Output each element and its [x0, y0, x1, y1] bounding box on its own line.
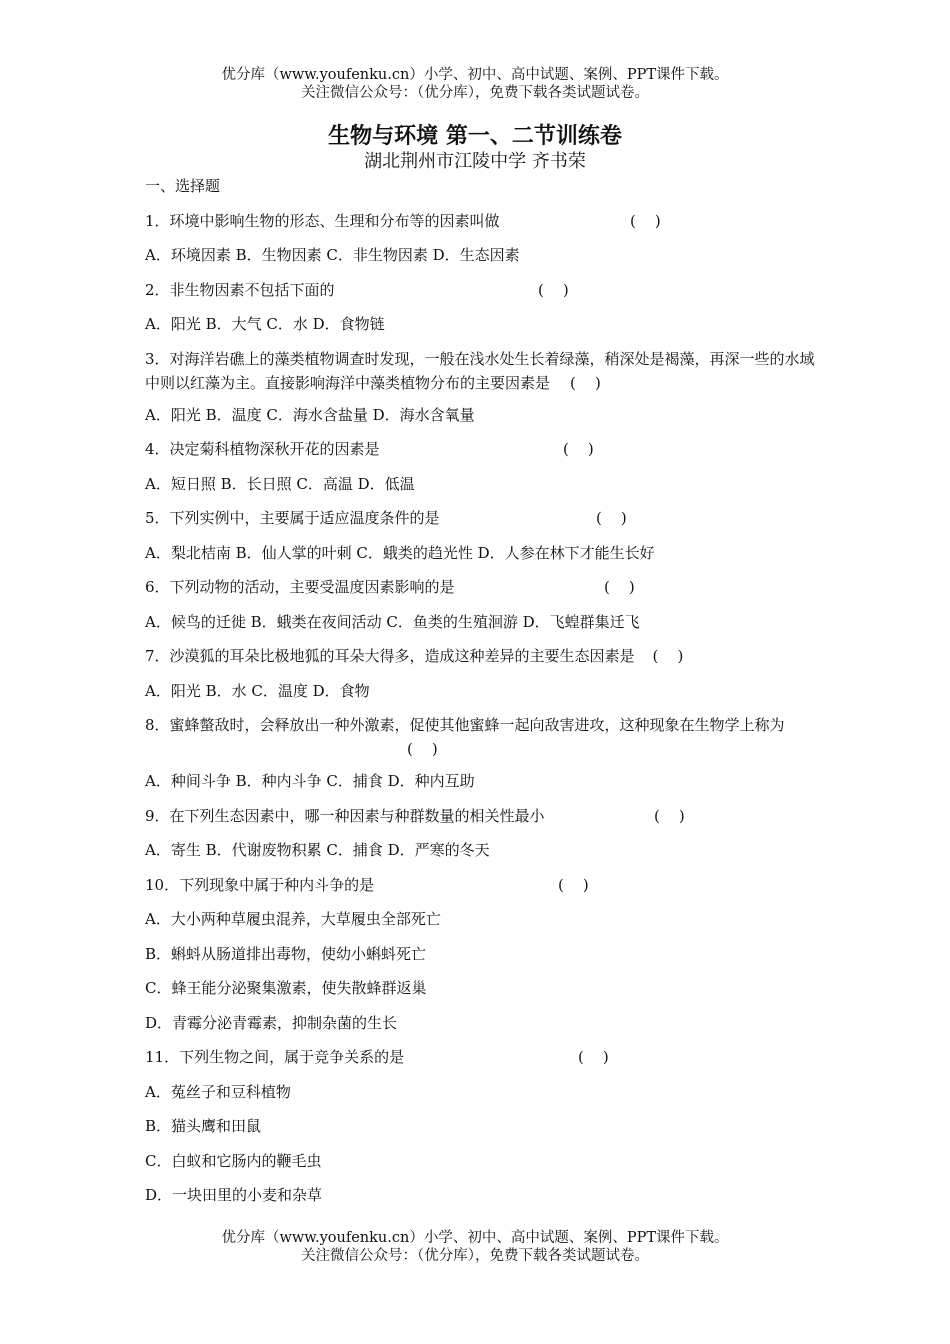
question-8 [145, 713, 815, 771]
question-1 [145, 211, 815, 246]
answer-blank: ( ) [596, 509, 627, 527]
question-6-options: A．候鸟的迁徙 B．蛾类在夜间活动 C．鱼类的生殖洄游 D．飞蝗群集迁飞 [145, 612, 640, 631]
question-4-options: A．短日照 B．长日照 C．高温 D．低温 [145, 474, 415, 493]
question-3 [145, 347, 815, 405]
answer-blank: ( ) [407, 740, 438, 758]
question-11-option-d: D．一块田里的小麦和杂草 [145, 1186, 323, 1204]
question-stem: 5．下列实例中，主要属于适应温度条件的是 [145, 509, 440, 527]
banner-line-1: 优分库（www.youfenku.cn）小学、初中、高中试题、案例、PPT课件下载。 [221, 67, 729, 83]
document-subtitle: 湖北荆州市江陵中学 齐书荣 [364, 151, 586, 172]
question-stem: 2．非生物因素不包括下面的 [145, 280, 335, 299]
question-stem: 8．蜜蜂螫敌时，会释放出一种外激素，促使其他蜜蜂一起向敌害进攻，这种现象在生物学上称为 [145, 716, 785, 734]
answer-blank: ( ) [558, 875, 589, 894]
question-9-options: A．寄生 B．代谢废物积累 C．捕食 D．严寒的冬天 [145, 841, 490, 859]
header-banner [0, 66, 950, 102]
question-11-option-a: A．菟丝子和豆科植物 [145, 1082, 291, 1101]
answer-blank: ( ) [570, 373, 601, 392]
document-title: 生物与环境 第一、二节训练卷 [328, 123, 622, 149]
question-10-option-d: D．青霉分泌青霉素，抑制杂菌的生长 [145, 1013, 398, 1032]
question-stem: 11．下列生物之间，属于竞争关系的是 [145, 1048, 405, 1066]
footer-line-2: 关注微信公众号：（优分库），免费下载各类试题试卷。 [301, 1248, 649, 1264]
question-8-options: A．种间斗争 B．种内斗争 C．捕食 D．种内互助 [145, 772, 475, 790]
question-list [145, 176, 815, 1220]
question-11 [145, 1047, 815, 1082]
question-5 [145, 508, 815, 543]
question-10-option-b: B．蝌蚪从肠道排出毒物，使幼小蝌蚪死亡 [145, 944, 427, 963]
question-7 [145, 646, 815, 681]
answer-blank: ( ) [654, 806, 685, 825]
question-5-options: A．梨北桔南 B．仙人掌的叶刺 C．蛾类的趋光性 D．人参在林下才能生长好 [145, 543, 655, 562]
question-10-option-a: A．大小两种草履虫混养，大草履虫全部死亡 [145, 910, 441, 928]
section-heading: 一、选择题 [145, 177, 221, 195]
question-6 [145, 577, 815, 612]
question-1-options: A．环境因素 B．生物因素 C．非生物因素 D．生态因素 [145, 246, 520, 264]
question-4 [145, 439, 815, 474]
answer-blank: ( ) [604, 578, 635, 596]
question-11-option-b: B．猫头鹰和田鼠 [145, 1117, 262, 1135]
question-11-option-c: C．白蚁和它肠内的鞭毛虫 [145, 1151, 322, 1170]
question-3-options: A．阳光 B．温度 C．海水含盐量 D．海水含氧量 [145, 405, 475, 424]
question-stem: 6．下列动物的活动，主要受温度因素影响的是 [145, 578, 455, 596]
banner-line-2: 关注微信公众号：（优分库），免费下载各类试题试卷。 [301, 85, 649, 101]
question-7-options: A．阳光 B．水 C．温度 D．食物 [145, 681, 370, 700]
question-stem: 4．决定菊科植物深秋开花的因素是 [145, 440, 380, 458]
question-stem: 10．下列现象中属于种内斗争的是 [145, 875, 375, 894]
question-stem: 3．对海洋岩礁上的藻类植物调查时发现，一般在浅水处生长着绿藻，稍深处是褐藻，再深一些的水域中则以红藻为主。直接影响海洋中藻类植物分布的主要因素是 [145, 349, 815, 392]
answer-blank: ( ) [630, 211, 661, 230]
footer-banner [0, 1229, 950, 1265]
question-2-options: A．阳光 B．大气 C．水 D．食物链 [145, 315, 385, 333]
answer-blank: ( ) [563, 440, 594, 458]
question-10 [145, 875, 815, 910]
footer-line-1: 优分库（www.youfenku.cn）小学、初中、高中试题、案例、PPT课件下载。 [221, 1230, 729, 1246]
question-stem: 9．在下列生态因素中，哪一种因素与种群数量的相关性最小 [145, 806, 545, 825]
question-stem: 1．环境中影响生物的形态、生理和分布等的因素叫做 [145, 211, 500, 230]
question-10-option-c: C．蜂王能分泌聚集激素，使失散蜂群返巢 [145, 979, 427, 997]
question-stem: 7．沙漠狐的耳朵比极地狐的耳朵大得多，造成这种差异的主要生态因素是 [145, 647, 635, 665]
answer-blank: ( ) [538, 280, 569, 299]
question-2 [145, 280, 815, 315]
question-9 [145, 806, 815, 841]
answer-blank: ( ) [578, 1048, 609, 1066]
answer-blank: ( ) [652, 647, 684, 665]
